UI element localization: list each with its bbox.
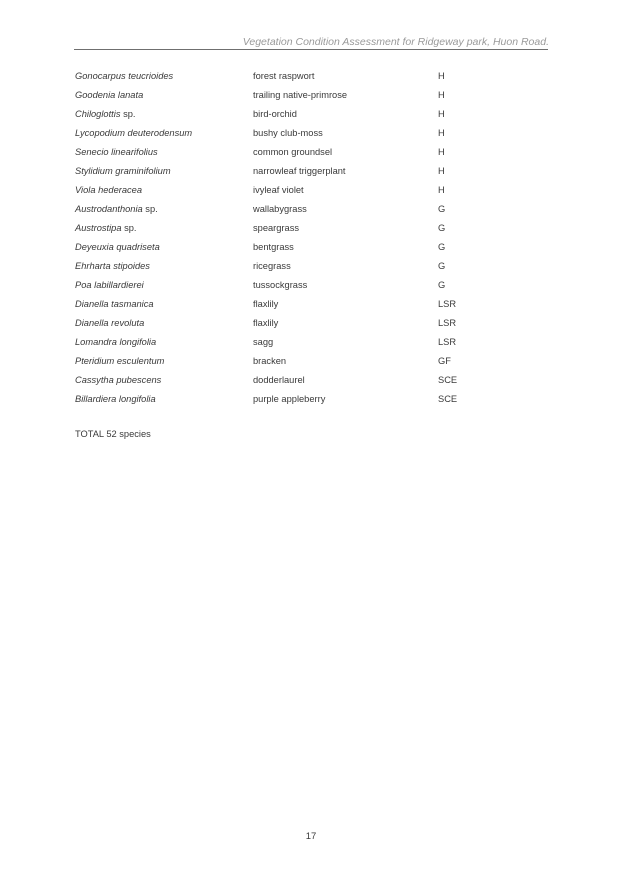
lifeform-code: G (438, 260, 446, 271)
scientific-name: Ehrharta stipoides (75, 260, 150, 271)
lifeform-code: G (438, 279, 446, 290)
scientific-name-cell (75, 123, 253, 142)
scientific-name: Gonocarpus teucrioides (75, 70, 174, 81)
scientific-name: Goodenia lanata (75, 89, 144, 100)
header-divider (74, 49, 548, 50)
scientific-name-cell (75, 370, 253, 389)
table-row (75, 218, 478, 237)
table-row (75, 389, 478, 408)
scientific-name-cell (75, 294, 253, 313)
scientific-name: Chiloglottis (75, 108, 121, 119)
common-name: bracken (253, 355, 287, 366)
scientific-name: Dianella revoluta (75, 317, 145, 328)
table-row (75, 313, 478, 332)
scientific-name: Poa labillardierei (75, 279, 144, 290)
scientific-name: Pteridium esculentum (75, 355, 165, 366)
common-name: dodderlaurel (253, 374, 305, 385)
scientific-name: Austrodanthonia (75, 203, 143, 214)
common-name: common groundsel (253, 146, 333, 157)
lifeform-code: G (438, 203, 446, 214)
lifeform-code: LSR (438, 298, 457, 309)
table-row (75, 370, 478, 389)
common-name: ricegrass (253, 260, 291, 271)
table-row (75, 104, 478, 123)
table-row (75, 237, 478, 256)
scientific-name: Deyeuxia quadriseta (75, 241, 160, 252)
common-name: narrowleaf triggerplant (253, 165, 346, 176)
common-name: flaxlily (253, 317, 279, 328)
species-table-body (75, 66, 478, 408)
scientific-name: Cassytha pubescens (75, 374, 162, 385)
common-name: flaxlily (253, 298, 279, 309)
scientific-name-cell (75, 199, 253, 218)
common-name: bushy club-moss (253, 127, 323, 138)
scientific-name: Stylidium graminifolium (75, 165, 171, 176)
scientific-name-cell (75, 218, 253, 237)
table-row (75, 85, 478, 104)
species-total: TOTAL 52 species (75, 429, 151, 439)
scientific-name-cell (75, 85, 253, 104)
table-row (75, 351, 478, 370)
common-name: bentgrass (253, 241, 294, 252)
table-row (75, 123, 478, 142)
species-suffix: sp. (120, 108, 136, 119)
scientific-name-cell (75, 237, 253, 256)
scientific-name: Lycopodium deuterodensum (75, 127, 193, 138)
lifeform-code: H (438, 89, 445, 100)
lifeform-code: LSR (438, 317, 457, 328)
lifeform-code: H (438, 184, 445, 195)
scientific-name: Austrostipa (75, 222, 122, 233)
table-row (75, 199, 478, 218)
common-name: bird-orchid (253, 108, 297, 119)
table-row (75, 332, 478, 351)
lifeform-code: LSR (438, 336, 457, 347)
scientific-name-cell (75, 180, 253, 199)
lifeform-code: GF (438, 355, 451, 366)
common-name: forest raspwort (253, 70, 315, 81)
common-name: sagg (253, 336, 274, 347)
scientific-name-cell (75, 351, 253, 370)
scientific-name: Viola hederacea (75, 184, 143, 195)
lifeform-code: H (438, 108, 445, 119)
table-row (75, 256, 478, 275)
common-name: ivyleaf violet (253, 184, 304, 195)
common-name: tussockgrass (253, 279, 308, 290)
scientific-name-cell (75, 142, 253, 161)
lifeform-code: SCE (438, 393, 458, 404)
species-suffix: sp. (121, 222, 137, 233)
running-header: Vegetation Condition Assessment for Ridgeway park, Huon Road. (242, 36, 549, 48)
common-name: trailing native-primrose (253, 89, 348, 100)
table-row (75, 142, 478, 161)
common-name: purple appleberry (253, 393, 326, 404)
lifeform-code: SCE (438, 374, 458, 385)
scientific-name-cell (75, 104, 253, 123)
lifeform-code: H (438, 146, 445, 157)
lifeform-code: H (438, 70, 445, 81)
scientific-name-cell (75, 389, 253, 408)
scientific-name-cell (75, 332, 253, 351)
species-table (75, 66, 478, 408)
lifeform-code: G (438, 222, 446, 233)
species-suffix: sp. (142, 203, 158, 214)
scientific-name: Lomandra longifolia (75, 336, 157, 347)
table-row (75, 66, 478, 85)
table-row (75, 294, 478, 313)
common-name: wallabygrass (253, 203, 307, 214)
page-number: 17 (305, 831, 317, 842)
scientific-name-cell (75, 256, 253, 275)
table-row (75, 161, 478, 180)
lifeform-code: H (438, 165, 445, 176)
lifeform-code: G (438, 241, 446, 252)
lifeform-code: H (438, 127, 445, 138)
common-name: speargrass (253, 222, 299, 233)
scientific-name: Senecio linearifolius (75, 146, 158, 157)
scientific-name-cell (75, 275, 253, 294)
scientific-name-cell (75, 161, 253, 180)
table-row (75, 180, 478, 199)
table-row (75, 275, 478, 294)
scientific-name: Dianella tasmanica (75, 298, 154, 309)
scientific-name-cell (75, 313, 253, 332)
scientific-name: Billardiera longifolia (75, 393, 156, 404)
scientific-name-cell (75, 66, 253, 85)
